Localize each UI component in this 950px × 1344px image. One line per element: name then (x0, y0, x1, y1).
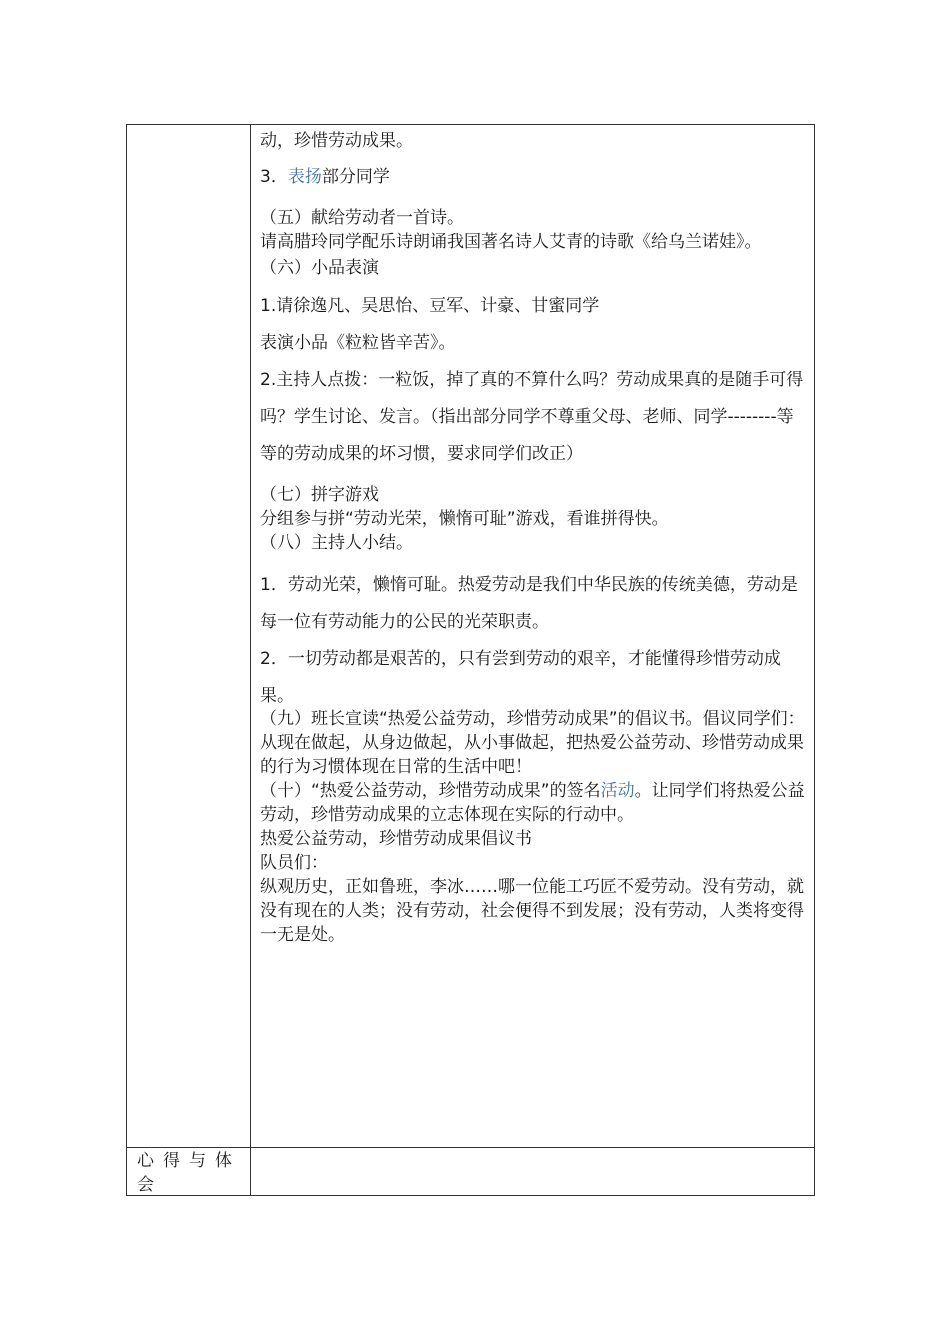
section-heading: （八）主持人小结。 (260, 533, 413, 553)
text-line: 热爱公益劳动，珍惜劳动成果倡议书 (260, 829, 532, 849)
lesson-table (126, 124, 815, 1196)
section-heading: （五）献给劳动者一首诗。 (260, 208, 464, 228)
text-line: 3．表扬部分同学 (260, 167, 390, 187)
activity-link[interactable]: 活动 (600, 781, 635, 801)
text-paragraph: 请高腊玲同学配乐诗朗诵我国著名诗人艾青的诗歌《给乌兰诺娃》。 (260, 232, 762, 252)
text-paragraph: （十）“热爱公益劳动，珍惜劳动成果”的签名活动。让同学们将热爱公益劳动，珍惜劳动成果的立志体现在实际的行动中。 (260, 781, 805, 825)
content-cell (260, 125, 808, 947)
text-line: 队员们： (260, 853, 328, 873)
text-paragraph: 分组参与拼“劳动光荣，懒惰可耻”游戏，看谁拼得快。 (260, 509, 669, 529)
text-paragraph: （九）班长宣读“热爱公益劳动，珍惜劳动成果”的倡议书。倡议同学们：从现在做起，从身边做起，从小事做起，把热爱公益劳动、珍惜劳动成果的行为习惯体现在日常的生活中吧！ (260, 709, 805, 777)
section-heading: （六）小品表演 (260, 258, 379, 278)
text-paragraph: 1．劳动光荣，懒惰可耻。热爱劳动是我们中华民族的传统美德，劳动是每一位有劳动能力的公民的光荣职责。 (260, 575, 798, 632)
text-paragraph: 2.主持人点拨：一粒饭，掉了真的不算什么吗？劳动成果真的是随手可得吗？学生讨论、发言。（指出部分同学不尊重父母、老师、同学--------等等的劳动成果的坏习惯，要求同学们改正） (260, 370, 804, 464)
text-paragraph: 纵观历史，正如鲁班，李冰……哪一位能工巧匠不爱劳动。没有劳动，就没有现在的人类；没有劳动，社会便得不到发展；没有劳动，人类将变得一无是处。 (260, 877, 804, 945)
text-line: 动，珍惜劳动成果。 (260, 131, 413, 151)
row-label-reflection: 心得与体会 (137, 1151, 241, 1195)
section-heading: （七）拼字游戏 (260, 485, 379, 505)
text-paragraph: 2．一切劳动都是艰苦的，只有尝到劳动的艰辛，才能懂得珍惜劳动成果。 (260, 649, 781, 706)
text-line: 1.请徐逸凡、吴思怡、豆军、计豪、甘蜜同学 (260, 296, 600, 316)
praise-link[interactable]: 表扬 (287, 167, 322, 187)
text-line: 表演小品《粒粒皆辛苦》。 (260, 333, 456, 353)
column-divider (250, 125, 251, 1195)
